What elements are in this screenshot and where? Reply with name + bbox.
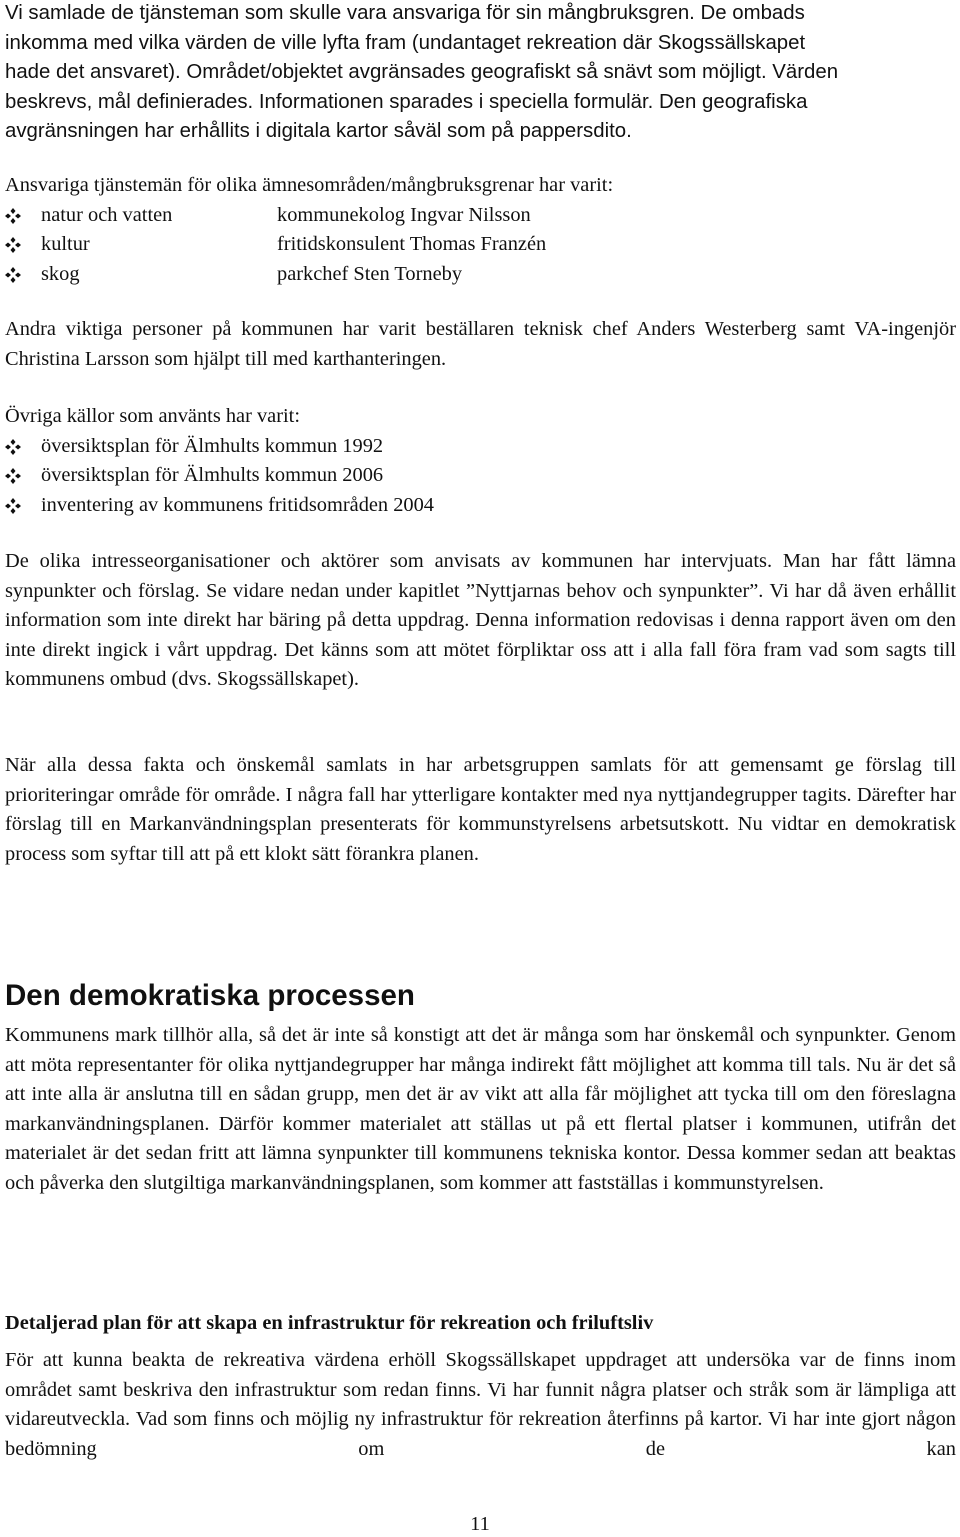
person-label: parkchef Sten Torneby — [277, 262, 463, 285]
subheading: Detaljerad plan för att skapa en infrastruktur för rekreation och friluftsliv — [5, 1312, 654, 1334]
area-label: kultur — [41, 233, 90, 255]
section-heading-block — [5, 978, 956, 1014]
interviews-text: De olika intresseorganisationer och aktörer som anvisats av kommunen har intervjuats. Man har fått lämna synpunkter och förslag. Se vidare nedan under kapitlet ”Nyttjarnas behov och synpunkter”. Vi har då även erhållit information som inte direkt har bäring på detta uppdrag. Denna information redovisas i denna rapport även om den inte direkt ingick i vårt uppdrag. Det känns som att mötet förpliktar oss att i alla fall föra fram vad som sagts till kommunens ombud (dvs. Skogssällskapet). — [5, 550, 956, 690]
area-label: skog — [41, 262, 80, 285]
source-label: inventering av kommunens fritidsområden 2004 — [41, 493, 435, 516]
diamond-bullet-icon — [5, 439, 21, 455]
responsible-list — [5, 201, 956, 290]
responsible-intro: Ansvariga tjänstemän för olika ämnesområden/mångbruksgrenar har varit: — [5, 174, 614, 196]
infrastructure-text: För att kunna beakta de rekreativa värdena erhöll Skogssällskapet uppdraget att undersöka var de finns inom området samt beskriva den infrastruktur som redan finns. Vi har funnit några platser och stråk som är lämpliga att vidareutveckla. Vad som finns och möjlig ny infrastruktur för rekreation återfinns på kartor. Vi har inte gjort någon bedömning om de kan — [5, 1349, 956, 1460]
area-label: natur och vatten — [41, 203, 173, 226]
intro-line: inkomma med vilka värden de ville lyfta fram (undantaget rekreation där Skogssällskapet — [5, 31, 806, 54]
diamond-bullet-icon — [5, 237, 21, 253]
sources-section — [5, 402, 956, 520]
page-number: 11 — [470, 1513, 490, 1535]
list-item — [5, 491, 956, 521]
other-persons-text: Andra viktiga personer på kommunen har varit beställaren teknisk chef Anders Westerberg samt VA-ingenjör Christina Larsson som hjälpt till med karthanteringen. — [5, 318, 956, 370]
list-item — [5, 461, 956, 491]
intro-line: avgränsningen har erhållits i digitala kartor såväl som på pappersdito. — [5, 120, 632, 142]
list-item — [5, 201, 956, 231]
sources-intro: Övriga källor som använts har varit: — [5, 405, 301, 427]
diamond-bullet-icon — [5, 498, 21, 514]
diamond-bullet-icon — [5, 208, 21, 224]
subheading-block — [5, 1309, 956, 1339]
person-label: fritidskonsulent Thomas Franzén — [277, 233, 547, 255]
diamond-bullet-icon — [5, 468, 21, 484]
infrastructure-paragraph — [5, 1346, 956, 1464]
list-item — [5, 432, 956, 462]
interviews-paragraph — [5, 547, 956, 695]
workgroup-paragraph — [5, 751, 956, 869]
sources-list — [5, 432, 956, 521]
responsible-section — [5, 171, 956, 289]
source-label: översiktsplan för Älmhults kommun 1992 — [41, 434, 384, 457]
workgroup-text: När alla dessa fakta och önskemål samlats in har arbetsgruppen samlats för att gemensamt ge förslag till prioriteringar område för område. I några fall har ytterligare kontakter med nya nyttjandegrupper tagits. Därefter har förslag till en Markanvändningsplan presenterats för kommunstyrelsens arbetsutskott. Nu vidtar en demokratisk process som syftar till att på ett klokt sätt förankra planen. — [5, 754, 956, 865]
list-item — [5, 260, 956, 290]
intro-line: beskrevs, mål definierades. Informationen sparades i speciella formulär. Den geografiska — [5, 90, 808, 113]
intro-line: hade det ansvaret). Området/objektet avgränsades geografiskt så snävt som möjligt. Värden — [5, 61, 839, 83]
diamond-bullet-icon — [5, 267, 21, 283]
democratic-text: Kommunens mark tillhör alla, så det är inte så konstigt att det är många som har önskemål och synpunkter. Genom att möta representanter för olika nyttjandegrupper har många indirekt fått möjlighet att komma till tals. Nu är det så att inte alla är anslutna till en sådan grupp, men det är av vikt att alla får möjlighet att tycka till om den föreslagna markanvändningsplanen. Därför kommer materialet att ställas ut på ett flertal platser i kommunen, utifrån det materialet är det sedan fritt att lämna synpunkter till kommunens tekniska kontor. Dessa kommer sedan att beaktas och påverka den slutgiltiga markanvändningsplanen, som kommer att fastställas i kommunstyrelsen. — [5, 1024, 956, 1194]
intro-paragraph — [5, 0, 956, 147]
source-label: översiktsplan för Älmhults kommun 2006 — [41, 464, 384, 486]
person-label: kommunekolog Ingvar Nilsson — [277, 203, 531, 226]
list-item — [5, 230, 956, 260]
other-persons-paragraph — [5, 315, 956, 374]
section-heading: Den demokratiska processen — [5, 979, 415, 1012]
intro-line: Vi samlade de tjänsteman som skulle vara ansvariga för sin mångbruksgren. De ombads — [5, 2, 805, 24]
democratic-paragraph — [5, 1021, 956, 1198]
